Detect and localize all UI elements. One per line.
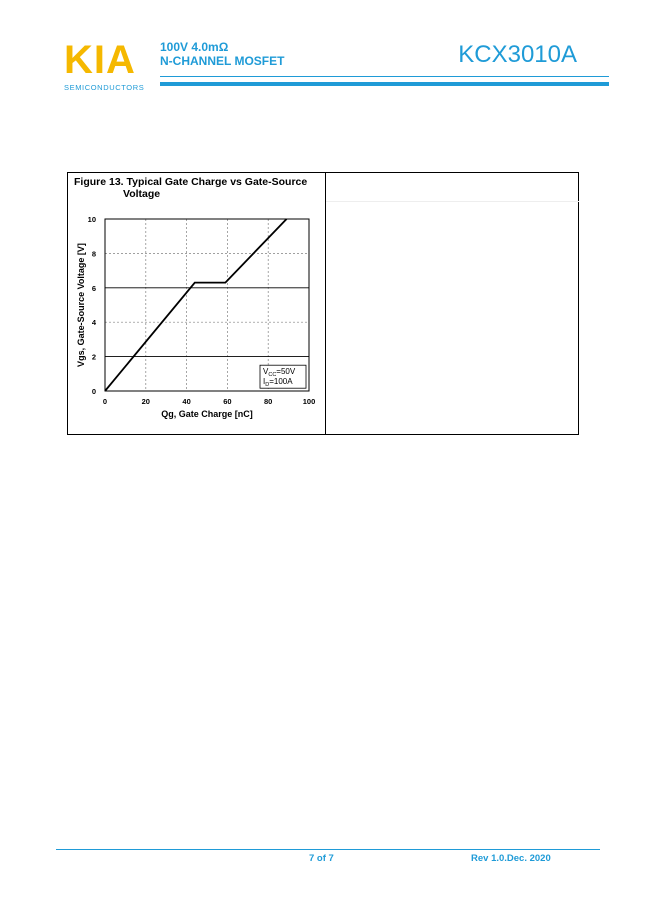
- logo-subtitle: SEMICONDUCTORS: [64, 83, 145, 92]
- header-rule-thick: [160, 82, 609, 86]
- y-tick-label: 6: [91, 283, 96, 293]
- x-tick-labels: [103, 397, 315, 406]
- figure-title-line2: Voltage: [123, 188, 161, 200]
- y-axis-label: Vgs, Gate-Source Voltage [V]: [76, 243, 86, 367]
- empty-panel-rule: [326, 201, 579, 202]
- condition-vcc-symbol: V: [263, 367, 269, 377]
- part-number: KCX3010A: [458, 41, 577, 68]
- x-tick-label: 80: [264, 397, 273, 406]
- x-tick-label: 40: [182, 397, 191, 406]
- y-tick-label: 0: [91, 387, 96, 396]
- y-tick-labels: [88, 215, 97, 396]
- figure-box: [67, 172, 579, 435]
- revision: Rev 1.0.Dec. 2020: [471, 853, 551, 864]
- x-tick-label: 100: [302, 397, 316, 406]
- condition-id-value: =100A: [269, 377, 293, 387]
- x-axis-label: Qg, Gate Charge [nC]: [161, 409, 253, 419]
- figure-divider: [325, 173, 326, 434]
- condition-id-sub: D: [265, 382, 270, 389]
- x-tick-label: 0: [102, 397, 108, 406]
- condition-id-symbol: I: [263, 377, 266, 387]
- header-rule-thin: [160, 76, 609, 77]
- condition-vcc-value: =50V: [276, 367, 296, 377]
- condition-vcc-sub: CC: [268, 372, 277, 379]
- figure-title-line1: Figure 13. Typical Gate Charge vs Gate-Source: [74, 176, 308, 188]
- spec-rating: 100V 4.0mΩ: [160, 40, 229, 54]
- header-spec: [160, 40, 284, 68]
- footer-rule: [56, 849, 600, 850]
- y-tick-label: 2: [91, 352, 96, 362]
- y-tick-label: 8: [91, 249, 96, 259]
- x-tick-label: 60: [223, 397, 232, 406]
- kia-logo: KIA: [64, 38, 136, 82]
- series-line: [105, 219, 287, 391]
- spec-type: N-CHANNEL MOSFET: [160, 54, 285, 68]
- y-tick-label: 10: [87, 215, 96, 224]
- y-tick-label: 4: [91, 318, 96, 328]
- gate-charge-chart: [68, 173, 324, 435]
- conditions-box: [260, 365, 306, 388]
- page-number: 7 of 7: [309, 853, 334, 864]
- x-tick-label: 20: [141, 397, 150, 406]
